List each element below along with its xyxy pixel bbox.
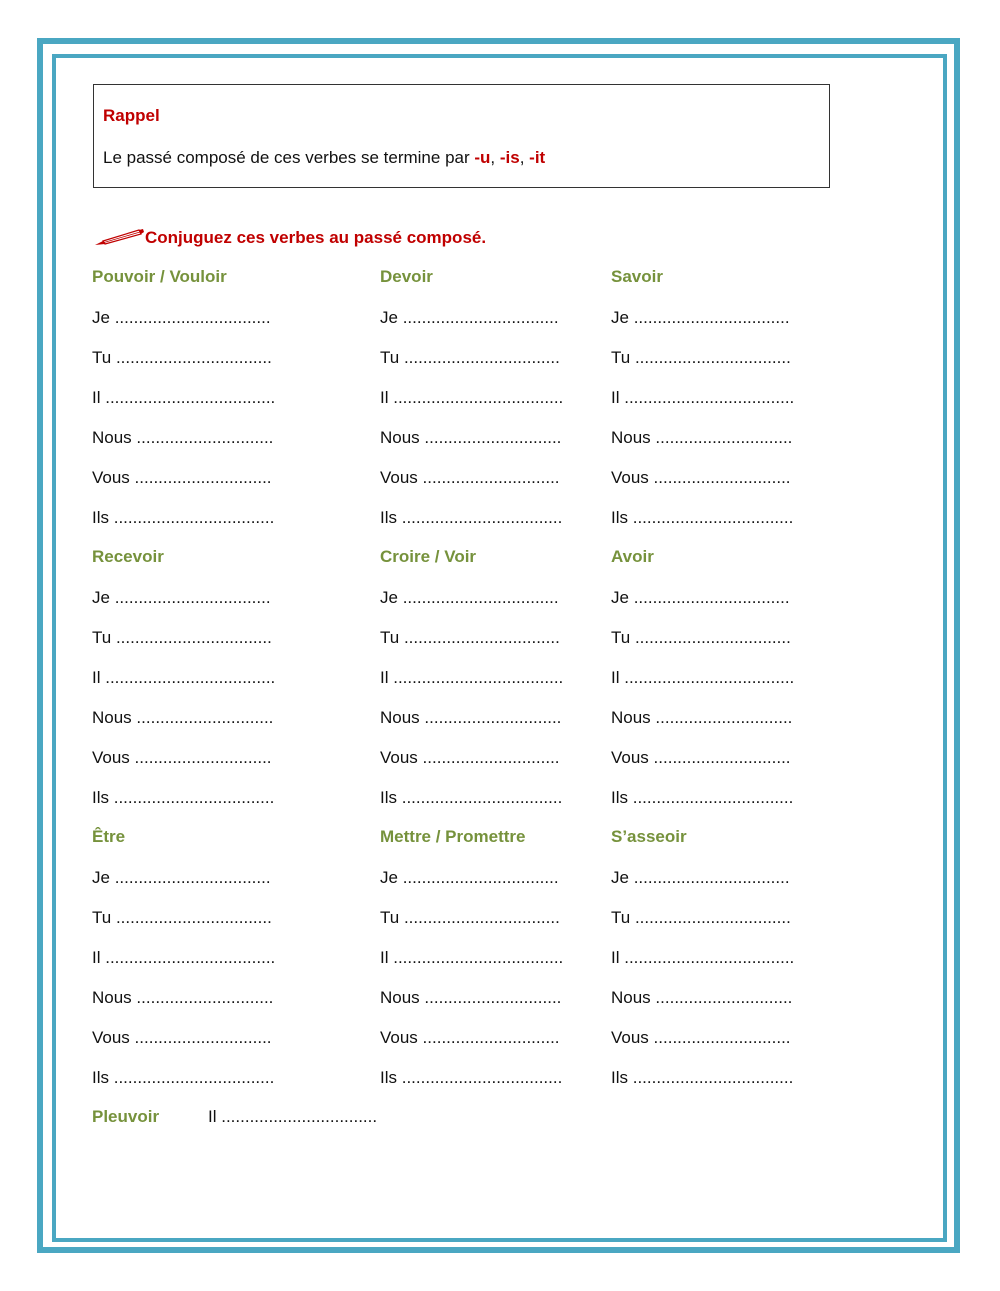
conjugation-line-je[interactable]: Je ................................. [380,588,559,607]
conjugation-line-tu[interactable]: Tu ................................. [380,908,560,927]
conjugation-line-tu[interactable]: Tu ................................. [380,348,560,367]
conjugation-line-nous[interactable]: Nous ............................. [380,428,562,447]
conjugation-line-tu[interactable]: Tu ................................. [92,908,272,927]
conjugation-line-tu[interactable]: Tu ................................. [611,348,791,367]
conjugation-line-ils[interactable]: Ils .................................. [380,1068,563,1087]
conjugation-line-il[interactable]: Il .................................... [611,668,795,687]
rappel-text-main: Le passé composé de ces verbes se termine par [103,148,475,167]
conjugation-line-il[interactable]: Il .................................... [92,388,276,407]
conjugation-line-vous[interactable]: Vous ............................. [92,748,272,767]
conjugation-line-je[interactable]: Je ................................. [380,868,559,887]
instruction-text: Conjuguez ces verbes au passé composé. [145,228,487,247]
conjugation-line-il[interactable]: Il .................................... [92,668,276,687]
rappel-title: Rappel [103,106,160,125]
conjugation-line-ils[interactable]: Ils .................................. [92,788,275,807]
conjugation-line-tu[interactable]: Tu ................................. [92,628,272,647]
verb-title: Savoir [611,267,663,286]
conjugation-line-vous[interactable]: Vous ............................. [611,468,791,487]
conjugation-line-ils[interactable]: Ils .................................. [92,508,275,527]
separator: , [519,148,530,167]
conjugation-line-il[interactable]: Il .................................... [380,948,564,967]
conjugation-line-je[interactable]: Je ................................. [611,868,790,887]
conjugation-line-vous[interactable]: Vous ............................. [380,468,560,487]
verb-title: Croire / Voir [380,547,477,566]
separator: , [490,148,500,167]
conjugation-line-il[interactable]: Il .................................... [380,668,564,687]
conjugation-line-nous[interactable]: Nous ............................. [92,988,274,1007]
conjugation-line-nous[interactable]: Nous ............................. [611,988,793,1007]
conjugation-line-je[interactable]: Je ................................. [92,868,271,887]
conjugation-line-il[interactable]: Il .................................... [92,948,276,967]
conjugation-line-nous[interactable]: Nous ............................. [611,708,793,727]
ending-it: -it [529,148,546,167]
conjugation-line-ils[interactable]: Ils .................................. [611,788,794,807]
rappel-box [93,84,830,188]
conjugation-line-tu[interactable]: Tu ................................. [611,628,791,647]
verb-title: Être [92,827,126,846]
pencil-icon [93,228,145,248]
conjugation-line-je[interactable]: Je ................................. [380,308,559,327]
conjugation-line-je[interactable]: Je ................................. [611,588,790,607]
conjugation-line-nous[interactable]: Nous ............................. [92,708,274,727]
conjugation-line-vous[interactable]: Vous ............................. [92,468,272,487]
conjugation-line-vous[interactable]: Vous ............................. [92,1028,272,1047]
verb-title: Mettre / Promettre [380,827,526,846]
conjugation-line-vous[interactable]: Vous ............................. [380,748,560,767]
conjugation-line-tu[interactable]: Tu ................................. [380,628,560,647]
conjugation-line-il[interactable]: Il .................................... [611,948,795,967]
verb-title-pleuvoir: Pleuvoir [92,1107,160,1126]
conjugation-line-nous[interactable]: Nous ............................. [611,428,793,447]
conjugation-line-vous[interactable]: Vous ............................. [611,748,791,767]
verb-title: Recevoir [92,547,164,566]
verb-title: Devoir [380,267,433,286]
conjugation-line-nous[interactable]: Nous ............................. [92,428,274,447]
conjugation-line-nous[interactable]: Nous ............................. [380,988,562,1007]
conjugation-line-je[interactable]: Je ................................. [92,308,271,327]
conjugation-line-ils[interactable]: Ils .................................. [380,508,563,527]
conjugation-line-nous[interactable]: Nous ............................. [380,708,562,727]
conjugation-line-je[interactable]: Je ................................. [611,308,790,327]
conjugation-line-ils[interactable]: Ils .................................. [611,508,794,527]
verb-title: S’asseoir [611,827,687,846]
conjugation-line-il[interactable]: Il .................................... [380,388,564,407]
conjugation-line-vous[interactable]: Vous ............................. [380,1028,560,1047]
ending-u: -u [474,148,491,167]
conjugation-line-il[interactable]: Il .................................... [611,388,795,407]
rappel-text [103,148,545,168]
conjugation-line-je[interactable]: Je ................................. [92,588,271,607]
conjugation-line-ils[interactable]: Ils .................................. [611,1068,794,1087]
conjugation-line-pleuvoir[interactable]: Il ................................. [208,1107,378,1126]
verb-title: Avoir [611,547,654,566]
conjugation-line-tu[interactable]: Tu ................................. [611,908,791,927]
ending-is: -is [499,148,520,167]
conjugation-line-vous[interactable]: Vous ............................. [611,1028,791,1047]
verb-title: Pouvoir / Vouloir [92,267,227,286]
conjugation-line-tu[interactable]: Tu ................................. [92,348,272,367]
conjugation-line-ils[interactable]: Ils .................................. [92,1068,275,1087]
conjugation-line-ils[interactable]: Ils .................................. [380,788,563,807]
